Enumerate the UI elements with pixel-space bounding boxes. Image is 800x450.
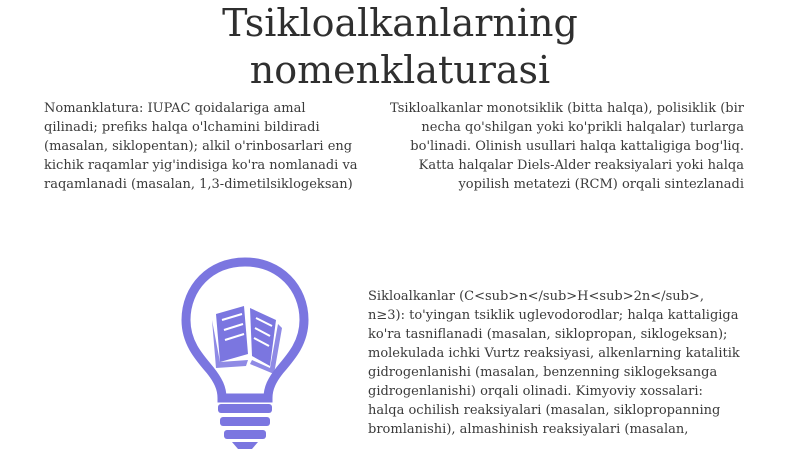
- title-line-2: nomenklaturasi: [249, 48, 551, 92]
- classification-text: Tsikloalkanlar monotsiklik (bitta halqa), polisiklik (bir necha qo'shilgan yoki ko'prikli halqalar) turlarga bo'linadi. Olinish usullari halqa kattaligiga bog'liq. Katta halqalar Diels-Alder reaksiyalari yoki halqa yopilish metatezi (RCM) orqali sintezlanadi: [389, 101, 744, 192]
- book-shape: [212, 306, 282, 374]
- bulb-base: [218, 404, 272, 449]
- lightbulb-book-icon: [170, 250, 320, 450]
- definition-text: Sikloalkanlar (C<sub>n</sub>H<sub>2n</sub>, n≥3): to'yingan tsiklik uglevodorodlar; halqa kattaligiga ko'ra tasniflanadi (masalan, siklopropan, siklogeksan); molekulada ichki Vurtz reaksiyasi, alkenlarning katalitik gidrogenlanishi (masalan, benzenning siklogeksanga gidrogenlanishi) orqali olinadi. Kimyoviy xossalari: halqa ochilish reaksiyalari (masalan, siklopropanning bromlanishi), almashinish reaksiyalari (masalan,: [368, 289, 740, 437]
- title-line-1: Tsikloalkanlarning: [222, 1, 578, 45]
- page-title: [0, 0, 800, 94]
- nomenclature-text: Nomanklatura: IUPAC qoidalariga amal qilinadi; prefiks halqa o'lchamini bildiradi (masalan, siklopentan); alkil o'rinbosarlari eng kichik raqamlar yig'indisiga ko'ra nomlanadi va raqamlanadi (masalan, 1,3-dimetilsiklogeksan): [44, 101, 358, 192]
